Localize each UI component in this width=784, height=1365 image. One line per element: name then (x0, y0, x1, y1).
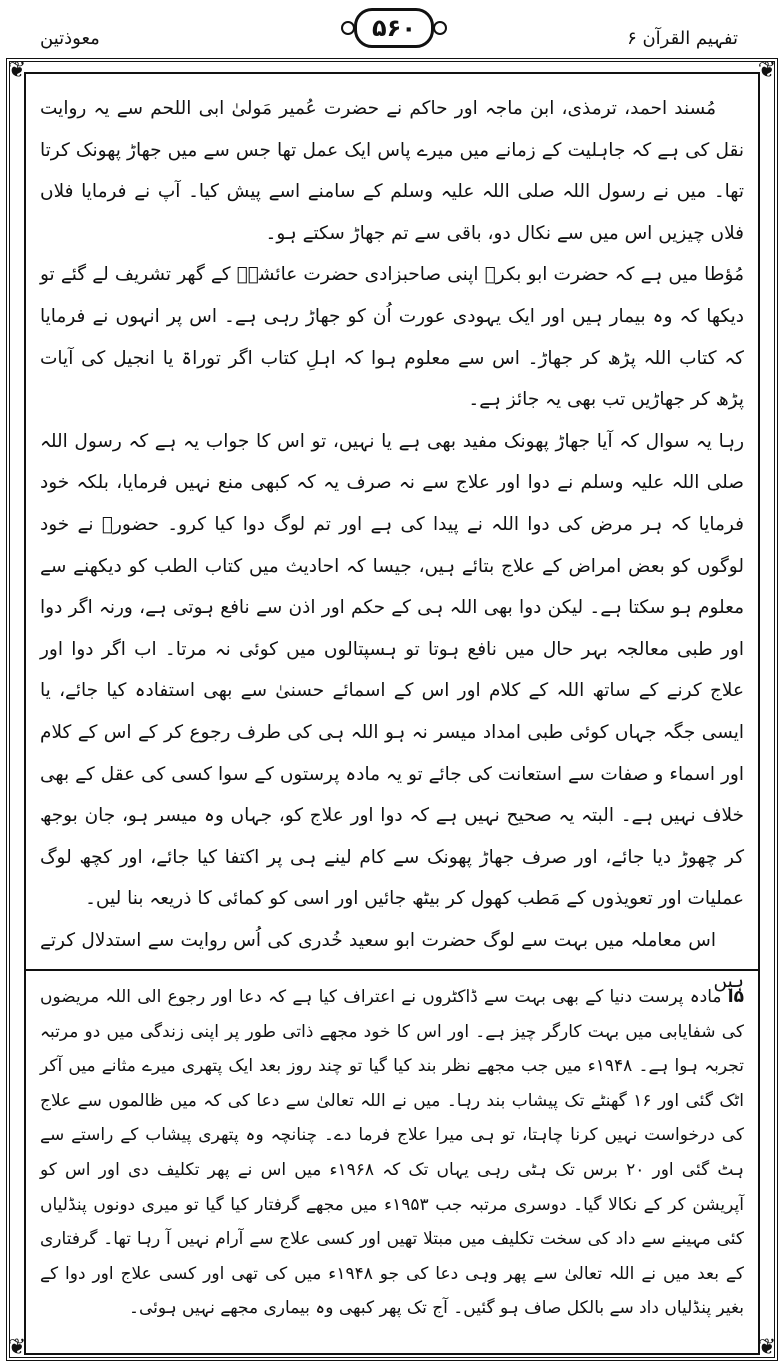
footnote-marker: ۵ا (727, 987, 745, 1007)
footnote-text: مادہ پرست دنیا کے بھی بہت سے ڈاکٹروں نے اعتراف کیا ہے کہ دعا اور رجوع الی اللہ مریضوں کی شفایابی میں بہت کارگر چیز ہے۔ اور اس کا خود مجھے ذاتی طور پر اپنی زندگی میں دو مرتبہ تجربہ ہوا ہے۔ ۱۹۴۸ء میں جب مجھے نظر بند کیا گیا تو چند روز بعد ایک پتھری میرے مثانے میں آکر اٹک گئی اور ۱۶ گھنٹے تک پیشاب بند رہا۔ میں نے اللہ تعالیٰ سے دعا کی کہ میں ظالموں سے علاج کی درخواست نہیں کرنا چاہتا، تو ہی میرا علاج فرما دے۔ چنانچہ وہ پتھری پیشاب کے راستے سے ہٹ گئی اور ۲۰ برس تک ہٹی رہی یہاں تک کہ ۱۹۶۸ء میں اس نے پھر تکلیف دی اور اس کو آپریشن کر کے نکالا گیا۔ دوسری مرتبہ جب ۱۹۵۳ء میں مجھے گرفتار کیا گیا تو میری دونوں پنڈلیاں کئی مہینے سے داد کی سخت تکلیف میں مبتلا تھیں اور کسی علاج سے آرام نہیں آ رہا تھا۔ گرفتاری کے بعد میں نے اللہ تعالیٰ سے پھر وہی دعا کی جو ۱۹۴۸ء میں کی تھی اور کسی علاج اور دوا کے بغیر پنڈلیاں داد سے بالکل صاف ہو گئیں۔ آج تک پھر کبھی وہ بیماری مجھے نہیں ہوئی۔ (40, 987, 745, 1319)
book-title: تفہیم القرآن ۶ (627, 28, 738, 49)
paragraph-1: مُسند احمد، ترمذی، ابن ماجہ اور حاکم نے حضرت عُمیر مَولیٰ ابی اللحم سے یہ روایت نقل کی ہے کہ جاہلیت کے زمانے میں میرے پاس ایک عمل تھا جس سے میں جھاڑ پھونک کرتا تھا۔ میں نے رسول اللہ صلی اللہ علیہ وسلم کے سامنے اسے پیش کیا۔ آپ نے فرمایا فلاں فلاں چیزیں اس میں سے نکال دو، باقی سے تم جھاڑ سکتے ہو۔ (40, 98, 744, 244)
footnote-divider (24, 969, 760, 971)
page-number: ۵۶۰ (372, 14, 416, 42)
paragraph-4: اس معاملہ میں بہت سے لوگ حضرت ابو سعید خُدری کی اُس روایت سے استدلال کرتے ہیں (40, 929, 744, 993)
corner-ornament-icon: ❦ (757, 1335, 777, 1360)
corner-ornament-icon: ❦ (7, 58, 27, 83)
paragraph-3: رہا یہ سوال کہ آیا جھاڑ پھونک مفید بھی ہے یا نہیں، تو اس کا جواب یہ ہے کہ رسول اللہ صلی اللہ علیہ وسلم نے دوا اور علاج سے نہ صرف یہ کہ کبھی منع نہیں فرمایا، بلکہ خود فرمایا کہ ہر مرض کی دوا اللہ نے پیدا کی ہے اور تم لوگ دوا کیا کرو۔ حضورؐ نے خود لوگوں کو بعض امراض کے علاج بتائے ہیں، جیسا کہ احادیث میں کتاب الطب کو دیکھنے سے معلوم ہو سکتا ہے۔ لیکن دوا بھی اللہ ہی کے حکم اور اذن سے نافع ہوتی ہے، ورنہ اگر دوا اور طبی معالجہ بہر حال میں نافع ہوتا تو ہسپتالوں میں کوئی نہ مرتا۔ اب اگر دوا اور علاج کرنے کے ساتھ اللہ کے کلام اور اس کے اسمائے حسنیٰ سے بھی استفادہ کیا جائے، یا ایسی جگہ جہاں کوئی طبی امداد میسر نہ ہو اللہ ہی کی طرف رجوع کر کے اس کے کلام اور اسماء و صفات سے استعانت کی جائے تو یہ مادہ پرستوں کے سوا کسی کی عقل کے بھی خلاف نہیں ہے۔ البتہ یہ صحیح نہیں ہے کہ دوا اور علاج کو، جہاں وہ میسر ہو، جان بوجھ کر چھوڑ دیا جائے، اور صرف جھاڑ پھونک سے کام لینے ہی پر اکتفا کیا جائے، اور کچھ لوگ عملیات اور تعویذوں کے مَطب کھول کر بیٹھ جائیں اور اسی کو کمائی کا ذریعہ بنا لیں۔ (40, 430, 744, 910)
main-body (40, 88, 744, 1003)
footnote-paragraph (40, 980, 744, 1326)
surah-title: معوذتین (40, 28, 100, 49)
page-number-badge (354, 8, 434, 48)
page-header (0, 0, 784, 62)
corner-ornament-icon: ❦ (7, 1335, 27, 1360)
footnote (40, 980, 744, 1326)
corner-ornament-icon: ❦ (757, 58, 777, 83)
paragraph-2: مُؤطا میں ہے کہ حضرت ابو بکرؓ اپنی صاحبزادی حضرت عائشہؓ کے گھر تشریف لے گئے تو دیکھا کہ وہ بیمار ہیں اور ایک یہودی عورت اُن کو جھاڑ رہی ہے۔ اس پر انہوں نے فرمایا کہ کتاب اللہ پڑھ کر جھاڑ۔ اس سے معلوم ہوا کہ اہلِ کتاب اگر توراۃ یا انجیل کی آیات پڑھ کر جھاڑیں تب بھی یہ جائز ہے۔ (40, 264, 744, 411)
